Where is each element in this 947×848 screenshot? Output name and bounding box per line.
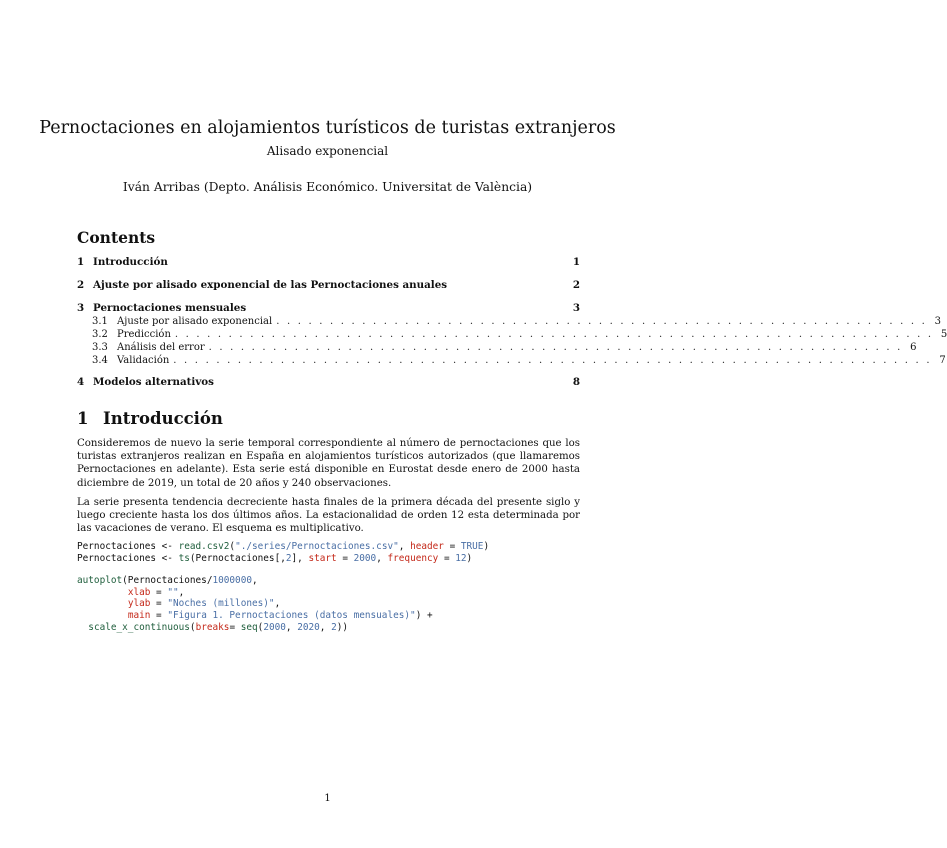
code-token: ) [466, 552, 473, 564]
code-token: breaks [195, 621, 230, 633]
toc-entry-3-3[interactable] [77, 341, 917, 354]
code-line [77, 541, 597, 553]
code-token: = [438, 552, 456, 564]
code-token: = [150, 586, 168, 598]
toc-leader-dots: . . . . . . . . . . . . . . . . . . . . . . . . . . . . . . . . . . . . . . . . . . . . . . . . . . . . . . . . . . . . . . . . . . . . . . . [173, 355, 932, 366]
toc-leader-dots: . . . . . . . . . . . . . . . . . . . . . . . . . . . . . . . . . . . . . . . . . . . . . . . . . . . . . . . . . . . . . . . . . . . . . . . [174, 329, 934, 340]
code-token: , [178, 586, 185, 598]
code-token: , [274, 598, 281, 610]
code-token: 2000 [353, 552, 377, 564]
toc-entry-4[interactable] [77, 376, 580, 389]
code-token: Pernoctaciones <- [77, 552, 179, 564]
code-token: (Pernoctaciones[, [189, 552, 286, 564]
code-token: ( [257, 621, 264, 633]
code-line [77, 553, 597, 565]
toc-entry-label: Análisis del error [117, 342, 205, 353]
code-token: , [398, 541, 411, 552]
toc-entry-2[interactable] [77, 279, 580, 292]
code-token: autoplot [77, 575, 123, 586]
toc-entry-number: 3.4 [92, 355, 108, 366]
paragraph: La serie presenta tendencia decreciente hasta finales de la primera década del presente siglo y luego creciente hasta los dos últimos años. La estacionalidad de orden 12 esta determinada por las vacaciones de verano. El esquema es multiplicativo. [77, 497, 580, 535]
code-token: start [308, 552, 337, 564]
code-token: header [410, 541, 444, 552]
code-token: seq [240, 621, 258, 633]
code-token: = [443, 541, 461, 552]
code-token: 2 [285, 552, 292, 564]
section-title: Introducción [103, 409, 223, 428]
toc-entry-3-2[interactable] [77, 328, 947, 341]
code-token: ylab [127, 598, 151, 610]
code-token: (Pernoctaciones [122, 575, 207, 586]
code-token: 2 [331, 621, 337, 633]
code-token: "./series/Pernoctaciones.csv" [235, 541, 399, 552]
code-token: ) [483, 541, 490, 552]
code-token: frequency [387, 552, 439, 564]
code-token: = [150, 598, 168, 610]
code-token: , [285, 621, 298, 633]
code-token [77, 587, 128, 598]
code-token: xlab [127, 586, 151, 598]
code-line [77, 598, 597, 610]
toc-entry-label: Pernoctaciones mensuales [93, 302, 247, 314]
table-of-contents [77, 256, 947, 389]
toc-entry-label: Ajuste por alisado exponencial [117, 316, 273, 327]
contents-heading: Contents [77, 228, 156, 247]
code-token: TRUE [460, 541, 484, 552]
code-token: )) [336, 621, 349, 633]
toc-entry-page: 7 [939, 355, 946, 366]
code-token: 12 [455, 552, 467, 564]
toc-entry-page: 5 [940, 329, 947, 340]
code-token: 1000000 [212, 575, 252, 586]
section-number: 1 [77, 409, 89, 428]
document-author: Iván Arribas (Depto. Análisis Económico. Universitat de València) [122, 180, 533, 194]
code-token: , [319, 621, 332, 633]
code-token: 2000 [263, 621, 286, 633]
code-token [77, 598, 128, 609]
document-subtitle: Alisado exponencial [266, 144, 389, 158]
toc-entry-label: Introducción [93, 256, 168, 268]
code-token: = [150, 610, 168, 622]
code-token: ts [178, 552, 190, 564]
toc-entry-number: 3.1 [92, 316, 108, 327]
toc-entry-number: 4 [77, 376, 85, 388]
code-token: "Noches (millones)" [167, 598, 275, 610]
code-token: read.csv2 [178, 541, 230, 552]
code-token: Pernoctaciones <- [77, 541, 179, 552]
code-token: 2020 [297, 621, 320, 633]
code-block-2 [77, 575, 597, 634]
code-block-1 [77, 541, 597, 564]
toc-entry-3[interactable] [77, 302, 580, 315]
page-number: 1 [324, 793, 331, 804]
toc-entry-number: 3 [77, 302, 85, 314]
section-heading-introduccion [77, 408, 223, 430]
toc-entry-page: 1 [572, 256, 580, 268]
code-line [77, 610, 597, 622]
toc-entry-number: 1 [77, 256, 85, 268]
code-token: = [229, 621, 241, 633]
paragraph: Consideremos de nuevo la serie temporal correspondiente al número de pernoctaciones que los turistas extranjeros realizan en España en alojamientos turísticos autorizados (que llamaremos Pernoctaciones en adelante). Esta serie está disponible en Eurostat desde enero de 2000 hasta diciembre de 2019, un total de 20 años y 240 observaciones. [77, 438, 580, 489]
toc-entry-3-4[interactable] [77, 354, 946, 367]
toc-entry-page: 3 [934, 316, 942, 327]
code-token: / [206, 575, 213, 586]
code-token: ( [189, 621, 196, 633]
toc-entry-page: 2 [572, 279, 580, 291]
code-token: main [127, 610, 151, 622]
code-token: ( [229, 541, 236, 552]
code-line [77, 622, 597, 634]
document-title: Pernoctaciones en alojamientos turísticos de turistas extranjeros [39, 118, 616, 138]
toc-entry-page: 3 [572, 302, 580, 314]
toc-entry-page: 8 [572, 376, 580, 388]
code-token: ], [291, 552, 309, 564]
toc-entry-1[interactable] [77, 256, 580, 269]
code-token: "Figura 1. Pernoctaciones (datos mensuales)" [167, 610, 416, 622]
toc-entry-3-1[interactable] [77, 315, 942, 328]
code-token: "" [167, 586, 179, 598]
toc-leader-dots: . . . . . . . . . . . . . . . . . . . . . . . . . . . . . . . . . . . . . . . . . . . . . . . . . . . . . . . . . . . . . . . . . [208, 342, 903, 353]
toc-entry-number: 2 [77, 279, 85, 291]
code-token: = [336, 552, 354, 564]
toc-entry-label: Predicción [117, 329, 171, 340]
code-token: scale_x_continuous [88, 621, 190, 633]
toc-entry-label: Ajuste por alisado exponencial de las Pernoctaciones anuales [93, 279, 448, 291]
code-line [77, 575, 597, 587]
code-line [77, 587, 597, 599]
toc-entry-number: 3.2 [92, 329, 108, 340]
toc-entry-label: Modelos alternativos [93, 376, 214, 388]
toc-entry-page: 6 [910, 342, 917, 353]
toc-entry-number: 3.3 [92, 342, 108, 353]
code-token: , [252, 575, 258, 586]
code-token: ) + [415, 610, 433, 622]
toc-leader-dots: . . . . . . . . . . . . . . . . . . . . . . . . . . . . . . . . . . . . . . . . . . . . . . . . . . . . . . . . . . . . . [276, 316, 928, 327]
code-token: , [376, 552, 388, 564]
toc-entry-label: Validación [117, 355, 170, 366]
code-token [77, 610, 128, 621]
code-token [77, 622, 88, 633]
